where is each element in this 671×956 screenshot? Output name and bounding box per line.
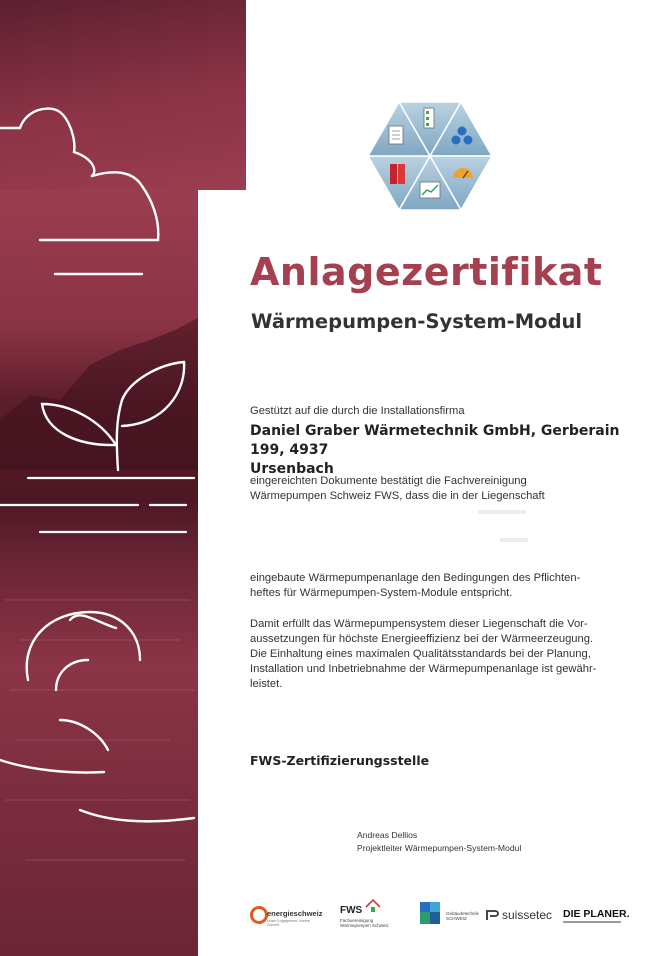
signatory-name: Andreas Dellios (357, 830, 418, 840)
paragraph-line: aussetzungen für höchste Energieeffizienz bei der Wärmeerzeugung. (250, 633, 594, 645)
gebaeudetechnik-name (446, 911, 482, 921)
paragraph-line: eingebaute Wärmepumpenanlage den Bedingungen des Pflichten- (250, 572, 581, 584)
installer-firm (250, 422, 650, 479)
gebaeudetechnik-logo (420, 902, 480, 930)
paragraph-line: Installation und Inbetriebnahme der Wärmepumpenanlage ist gewähr- (250, 663, 597, 675)
paragraph-line: eingereichten Dokumente bestätigt die Fachvereinigung (250, 475, 527, 487)
fws-logo-name: FWS (340, 905, 363, 916)
energieschweiz-logo (250, 904, 323, 928)
suissetec-mark-icon (486, 909, 500, 921)
blank-property-line (500, 538, 528, 542)
gebaeudetechnik-line: SCHWEIZ (446, 916, 467, 921)
fws-house-icon (364, 898, 382, 914)
fws-subtitle-line: Fachvereinigung (340, 918, 374, 923)
fws-subtitle-line: Wärmepumpen Schweiz (340, 923, 389, 928)
logo-square (430, 912, 440, 924)
horizon-lines (0, 478, 194, 532)
logo-square (420, 902, 430, 912)
paragraph-line: Wärmepumpen Schweiz FWS, dass die in der Liegenschaft (250, 490, 545, 502)
certificate-title: Anlagezertifikat (250, 250, 603, 294)
fws-logo-subtitle (340, 918, 400, 928)
document-icon (389, 126, 403, 144)
logo-square (420, 912, 430, 924)
cloud-icon (0, 109, 158, 274)
installer-firm-line2: Ursenbach (250, 461, 334, 477)
energieschweiz-tagline: Unser Engagement: unsere Zukunft. (267, 919, 310, 927)
die-planer-name: DIE PLANER. (563, 908, 630, 920)
blank-property-line (478, 510, 526, 514)
compliance-paragraph (250, 571, 630, 601)
efficiency-paragraph (250, 617, 630, 692)
fws-logo (338, 898, 392, 930)
paragraph-line: heftes für Wärmepumpen-System-Module entspricht. (250, 587, 513, 599)
checklist-icon (424, 108, 434, 128)
energieschweiz-mark-icon (250, 906, 268, 924)
decorative-line-art (0, 0, 246, 956)
die-planer-logo (563, 908, 630, 928)
intro-text: Gestützt auf die durch die Installationsfirma (250, 405, 465, 417)
confirmation-paragraph (250, 474, 630, 504)
installer-firm-line1: Daniel Graber Wärmetechnik GmbH, Gerberain 199, 4937 (250, 423, 620, 458)
logo-square (430, 902, 440, 912)
paragraph-line: Die Einhaltung eines maximalen Qualitätsstandards bei der Planung, (250, 648, 591, 660)
suissetec-name: suissetec (502, 908, 553, 922)
mountain-silhouette (0, 318, 198, 470)
suissetec-logo (486, 906, 556, 926)
paragraph-line: Damit erfüllt das Wärmepumpensystem dieser Liegenschaft die Vor- (250, 618, 588, 630)
signatory-role: Projektleiter Wärmepumpen-System-Modul (357, 843, 522, 853)
die-planer-tagline (563, 921, 621, 923)
paragraph-line: leistet. (250, 678, 283, 690)
gebaeudetechnik-line: Gebäudetechnik (446, 911, 479, 916)
energieschweiz-name: energieschweiz (267, 909, 323, 918)
certificate-subtitle: Wärmepumpen-System-Modul (251, 310, 583, 333)
fws-module-emblem (368, 100, 492, 212)
chart-icon (420, 182, 440, 198)
certification-body: FWS-Zertifizierungsstelle (250, 753, 430, 768)
sun-waves-icon (0, 612, 194, 821)
